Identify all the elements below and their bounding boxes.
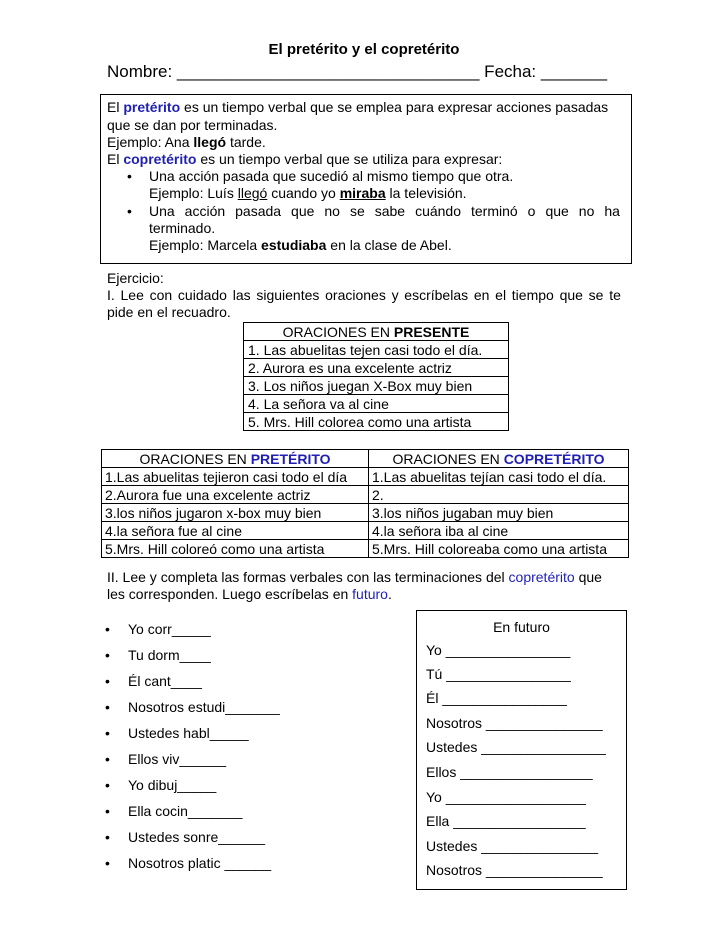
bullet-icon: • [105,855,110,871]
example-preterito [107,134,266,151]
verb-stem: Yo corr_____ [128,621,211,637]
list-item [105,673,202,689]
list-item [105,621,211,637]
word: Lee [120,287,144,303]
table-cell: 4. La señora va al cine [244,395,509,413]
instruction-1-cont: pide en el recuadro. [107,304,231,320]
definition-box [100,94,632,264]
text: II. Lee y completa las formas verbales con las terminaciones del [107,569,509,585]
future-box [416,610,627,890]
word: Una [149,203,175,219]
verb-stem: Ustedes sonre______ [128,829,265,845]
bullet-icon: • [105,647,110,663]
text: que [574,569,602,585]
use-case-1: Una acción pasada que sucedió al mismo tiempo que otra. [149,168,514,184]
future-line: Yo __________________ [426,789,586,805]
underlined-verb: llegó [237,185,268,201]
table-cell: 3. Los niños juegan X-Box muy bien [244,377,509,395]
bullet-icon: • [105,803,110,819]
list-item [105,777,217,793]
word: se [588,287,604,303]
table-row [244,395,509,413]
future-box-title: En futuro [493,619,550,635]
word: o [527,203,536,219]
table-cell: 4.la señora iba al cine [369,522,629,540]
table-cell: 2.Aurora fue una excelente actriz [102,486,369,504]
table-cell: 1. Las abuelitas tejen casi todo el día. [244,341,509,359]
table-row [102,486,629,504]
table-cell: 3.los niños jugaban muy bien [369,504,629,522]
bullet-icon: • [105,725,110,741]
word: no [578,203,595,219]
definition-preterito [107,99,608,116]
bullet-icon: • [105,621,110,637]
text: El [107,151,124,167]
text: . [387,586,392,602]
bold-verb: estudiaba [261,237,327,253]
bold-underlined-verb: miraba [339,185,386,201]
future-line: Ella _________________ [426,813,586,829]
word: que [545,203,569,219]
exercise-label: Ejercicio: [107,270,164,286]
table-row [102,540,629,558]
future-line: Ustedes _______________ [426,838,599,854]
table-cell: 5.Mrs. Hill coloreaba como una artista [369,540,629,558]
table-cell: 5. Mrs. Hill colorea como una artista [244,413,509,431]
example-copreterito-1 [149,185,467,202]
table-cell: 4.la señora fue al cine [102,522,369,540]
table-cell: 2. Aurora es una excelente actriz [244,359,509,377]
word: I. [107,287,115,303]
bold-text: PRETÉRITO [250,450,331,467]
bold-text: PRESENTE [393,323,470,340]
bullet-icon: • [127,203,132,219]
table-header-copreterito [369,450,629,468]
word: escríbelas [404,287,469,303]
word: se [349,203,365,219]
table-cell: 5.Mrs. Hill coloreó como una artista [102,540,369,558]
verb-stem: Ella cocin_______ [128,803,243,819]
word: y [391,287,399,303]
table-row [244,341,509,359]
table-row [102,522,629,540]
word: terminó [471,203,518,219]
text: les corresponden. Luego escríbelas en [107,586,353,602]
term-copreterito: copretérito [123,151,197,167]
bold-text: COPRETÉRITO [503,450,605,467]
verb-stem: Él cant____ [128,673,202,689]
list-item [105,803,243,819]
verb-stem: Ellos viv______ [128,751,227,767]
future-line: Nosotros _______________ [426,862,603,878]
list-item [105,751,227,767]
text: Ejemplo: Marcela [149,237,262,253]
verb-stem: Tu dorm____ [128,647,211,663]
table-header [244,323,509,341]
text: tarde. [226,134,266,150]
list-item [105,725,249,741]
definition-copreterito [107,151,502,168]
table-cell: 1.Las abuelitas tejían casi todo el día. [369,468,629,486]
table-row [102,504,629,522]
word: el [495,287,507,303]
page-title: El pretérito y el copretérito [268,41,460,58]
bold-verb: llegó [193,134,227,150]
word: ha [604,203,620,219]
term-preterito: pretérito [123,99,181,115]
table-row [244,413,509,431]
text: es un tiempo verbal que se utiliza para expresar: [196,151,503,167]
word: que [559,287,583,303]
table-row [244,359,509,377]
word: en [473,287,490,303]
use-case-2 [149,203,620,220]
future-line: Tú ________________ [426,666,571,682]
word: te [609,287,621,303]
example-copreterito-2 [149,237,452,254]
verb-stem: Nosotros platic ______ [128,855,272,871]
text: es un tiempo verbal que se emplea para expresar acciones pasadas [180,99,609,115]
word: acción [184,203,226,219]
table-header-preterito [102,450,369,468]
term-futuro: futuro [352,586,388,602]
text: en la clase de Abel. [326,237,452,253]
verb-stem: Nosotros estudi_______ [128,699,280,715]
word: cuidado [177,287,227,303]
table-header-row [244,323,509,341]
text: El [107,99,124,115]
table-row [102,468,629,486]
table-row [244,377,509,395]
word: no [324,203,340,219]
instruction-2 [107,569,602,586]
use-case-2-cont: terminado. [149,220,216,236]
present-sentences-table [243,322,509,431]
text: Ejemplo: Ana [107,134,194,150]
future-line: Ellos _________________ [426,764,593,780]
bullet-icon: • [127,168,132,184]
list-item [105,699,280,715]
verb-stem: Ustedes habl_____ [128,725,249,741]
instruction-1 [107,287,621,304]
bullet-icon: • [105,673,110,689]
verb-stem: Yo dibuj_____ [128,777,217,793]
text: cuando yo [267,185,340,201]
future-line: Yo ________________ [426,642,571,658]
bullet-icon: • [105,699,110,715]
table-header-row [102,450,629,468]
list-item [105,829,265,845]
list-item [105,647,211,663]
text: Ejemplo: Luís [149,185,238,201]
word: cuándo [415,203,462,219]
table-cell: 2. [369,486,629,504]
word: con [149,287,173,303]
text: ORACIONES EN [139,450,251,467]
future-line: Nosotros _______________ [426,715,603,731]
table-cell: 3.los niños jugaron x-box muy bien [102,504,369,522]
word: que [291,203,315,219]
table-cell: 1.Las abuelitas tejieron casi todo el día [102,468,369,486]
word: oraciones [325,287,386,303]
definition-preterito-cont: que se dan por terminadas. [107,117,278,133]
text: ORACIONES EN [282,323,394,340]
text: la televisión. [385,185,467,201]
bullet-icon: • [105,829,110,845]
word: sabe [374,203,406,219]
term-copreterito: copretérito [508,569,575,585]
bullet-icon: • [105,751,110,767]
name-date-line: Nombre: ________________________________ Fecha: _______ [107,62,608,81]
instruction-2-cont [107,586,392,603]
list-item [105,855,272,871]
word: tiempo [511,287,554,303]
future-line: Él ________________ [426,690,567,706]
word: siguientes [256,287,320,303]
word: las [232,287,251,303]
word: pasada [235,203,282,219]
past-sentences-table [101,449,629,558]
future-line: Ustedes ________________ [426,739,606,755]
text: ORACIONES EN [392,450,504,467]
bullet-icon: • [105,777,110,793]
